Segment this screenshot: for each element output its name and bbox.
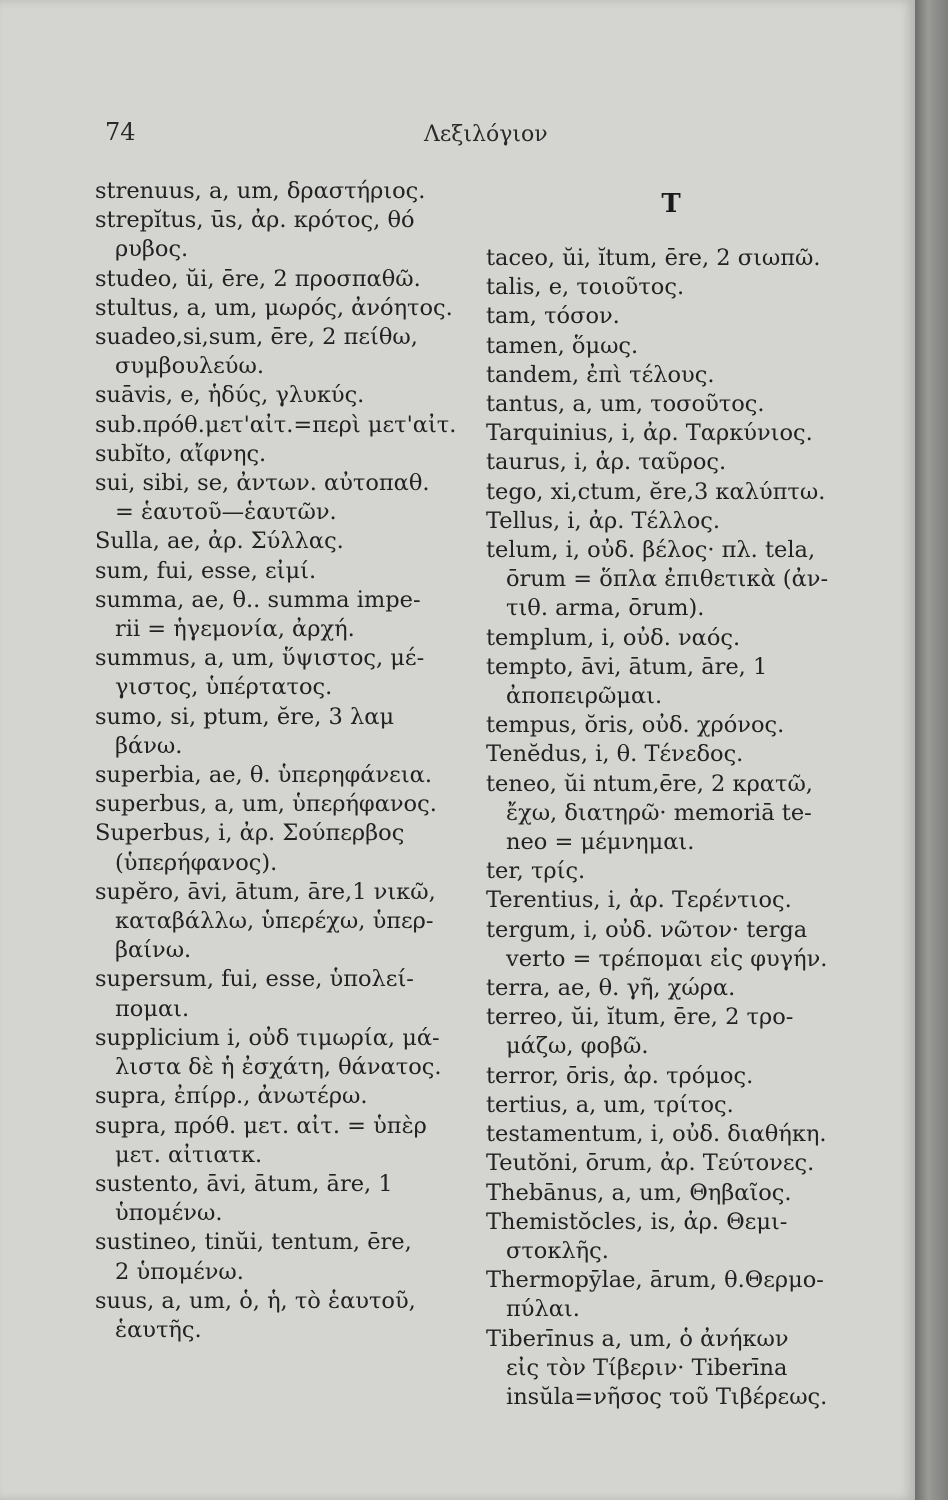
page-number: 74 [105, 118, 136, 146]
dictionary-line: ρυβος. [115, 236, 189, 263]
dictionary-line: templum, i, οὐδ. ναός. [486, 624, 741, 651]
dictionary-line: summa, ae, θ.. summa impe- [95, 586, 421, 613]
dictionary-line: superbus, a, um, ὑπερήφανος. [95, 791, 437, 818]
dictionary-line: strenuus, a, um, δραστήριος. [95, 178, 426, 204]
dictionary-line: στοκλῆς. [506, 1237, 609, 1264]
dictionary-line: (ὑπερήφανος). [115, 849, 278, 876]
dictionary-line: 2 ὑπομένω. [115, 1258, 244, 1285]
dictionary-line: insŭla=νῆσος τοῦ Τιβέρεως. [506, 1383, 828, 1410]
dictionary-line: summus, a, um, ὕψιστος, μέ- [95, 645, 425, 672]
dictionary-line: πύλαι. [506, 1296, 580, 1323]
dictionary-line: tertius, a, um, τρίτος. [486, 1091, 734, 1118]
dictionary-line: Thebānus, a, um, Θηβαῖος. [486, 1179, 792, 1206]
dictionary-line: τιθ. arma, ōrum). [506, 595, 705, 622]
page-edge [915, 0, 948, 1500]
dictionary-line: supĕro, āvi, ātum, āre,1 νικῶ, [95, 878, 436, 905]
dictionary-line: tamen, ὅμως. [486, 332, 639, 359]
dictionary-line: terror, ōris, ἀρ. τρόμος. [486, 1062, 754, 1089]
dictionary-line: = ἑαυτοῦ—ἑαυτῶν. [115, 499, 337, 526]
dictionary-line: superbia, ae, θ. ὑπερηφάνεια. [95, 762, 432, 789]
dictionary-line: ōrum = ὅπλα ἐπιθετικὰ (ἀν- [506, 566, 829, 593]
dictionary-line: sustento, āvi, ātum, āre, 1 [95, 1170, 393, 1197]
dictionary-line: suadeo,si,sum, ēre, 2 πείθω, [95, 324, 418, 351]
dictionary-line: strepĭtus, ūs, ἀρ. κρότος, θό [95, 207, 415, 234]
dictionary-line: tam, τόσον. [486, 303, 620, 330]
dictionary-line: sumo, si, ptum, ĕre, 3 λαμ [95, 703, 395, 730]
dictionary-line: telum, i, οὐδ. βέλος· πλ. tela, [486, 537, 816, 564]
page-title: Λεξιλόγιον [424, 122, 548, 147]
dictionary-line: λιστα δὲ ἡ ἐσχάτη, θάνατος. [115, 1054, 442, 1081]
dictionary-line: Themistŏcles, is, ἀρ. Θεμι- [486, 1208, 788, 1235]
dictionary-line: subĭto, αἴφνης. [95, 440, 267, 467]
dictionary-line: suus, a, um, ὁ, ἡ, τὸ ἑαυτοῦ, [95, 1287, 416, 1314]
dictionary-line: supra, ἐπίρρ., ἀνωτέρω. [95, 1083, 368, 1110]
dictionary-line: ter, τρίς. [486, 858, 586, 885]
dictionary-line: tergum, i, οὐδ. νῶτον· terga [486, 916, 808, 943]
dictionary-line: rii = ἡγεμονία, ἀρχή. [115, 616, 355, 643]
dictionary-line: terreo, ŭi, ĭtum, ēre, 2 τρο- [486, 1004, 794, 1031]
dictionary-line: sustineo, tinŭi, tentum, ēre, [95, 1229, 412, 1256]
dictionary-line: Superbus, i, ἀρ. Σούπερβος [95, 820, 405, 847]
dictionary-line: sui, sibi, se, ἀντων. αὐτοπαθ. [95, 470, 430, 497]
dictionary-line: taceo, ŭi, ĭtum, ēre, 2 σιωπῶ. [486, 245, 821, 271]
dictionary-line: talis, e, τοιοῦτος. [486, 274, 685, 301]
dictionary-line: stultus, a, um, μωρός, ἀνόητος. [95, 294, 453, 321]
dictionary-line: καταβάλλω, ὑπερέχω, ὑπερ- [115, 908, 434, 935]
dictionary-line: γιστος, ὑπέρτατος. [115, 674, 333, 701]
dictionary-line: Terentius, i, ἀρ. Τερέντιος. [486, 887, 792, 914]
dictionary-line: sub.πρόθ.μετ'αἰτ.=περὶ μετ'αἰτ. [95, 411, 457, 438]
dictionary-line: βαίνω. [115, 937, 192, 964]
letter-heading: T [661, 189, 681, 219]
dictionary-line: tantus, a, um, τοσοῦτος. [486, 391, 765, 418]
dictionary-line: ἔχω, διατηρῶ· memoriā te- [506, 799, 812, 826]
left-column [95, 177, 470, 1345]
dictionary-line: μάζω, φοβῶ. [506, 1033, 649, 1060]
dictionary-line: tandem, ἐπὶ τέλους. [486, 361, 715, 388]
dictionary-line: supplicium i, οὐδ τιμωρία, μά- [95, 1024, 440, 1051]
dictionary-line: supra, πρόθ. μετ. αἰτ. = ὑπὲρ [95, 1112, 427, 1139]
dictionary-line: teneo, ŭi ntum,ēre, 2 κρατῶ, [486, 770, 813, 797]
dictionary-line: Sulla, ae, ἀρ. Σύλλας. [95, 528, 344, 555]
dictionary-line: sum, fui, esse, εἰμί. [95, 557, 317, 584]
dictionary-line: ἀποπειρῶμαι. [506, 683, 663, 710]
dictionary-line: συμβουλεύω. [115, 353, 264, 380]
dictionary-line: testamentum, i, οὐδ. διαθήκη. [486, 1121, 827, 1148]
dictionary-line: Teutŏni, ōrum, ἀρ. Τεύτονες. [486, 1150, 815, 1177]
dictionary-line: tempto, āvi, ātum, āre, 1 [486, 653, 768, 680]
dictionary-line: Tellus, i, ἀρ. Τέλλος. [486, 507, 721, 534]
dictionary-line: terra, ae, θ. γῆ, χώρα. [486, 975, 736, 1002]
dictionary-line: ἑαυτῆς. [115, 1316, 202, 1343]
dictionary-line: Thermopȳlae, ārum, θ.Θερμο- [486, 1267, 824, 1294]
dictionary-line: taurus, i, ἀρ. ταῦρος. [486, 449, 727, 476]
dictionary-line: tego, xi,ctum, ĕre,3 καλύπτω. [486, 478, 826, 505]
dictionary-line: studeo, ŭi, ēre, 2 προσπαθῶ. [95, 265, 421, 292]
dictionary-line: neo = μέμνημαι. [506, 829, 695, 856]
dictionary-line: Tarquinius, i, ἀρ. Ταρκύνιος. [486, 420, 813, 447]
right-column [486, 184, 856, 1412]
dictionary-line: suāvis, e, ἡδύς, γλυκύς. [95, 382, 365, 409]
dictionary-line: supersum, fui, esse, ὑπολεί- [95, 966, 414, 993]
dictionary-line: μετ. αἰτιατκ. [115, 1141, 263, 1168]
dictionary-line: tempus, ŏris, οὐδ. χρόνος. [486, 712, 785, 739]
dictionary-line: ὑπομένω. [115, 1200, 223, 1227]
dictionary-line: βάνω. [115, 732, 183, 759]
dictionary-line: πομαι. [115, 995, 190, 1022]
dictionary-line: Tiberīnus a, um, ὁ ἀνήκων [486, 1325, 789, 1352]
dictionary-line: Tenĕdus, i, θ. Τένεδος. [486, 741, 744, 768]
dictionary-line: εἰς τὸν Τίβεριν· Tiberīna [506, 1354, 788, 1381]
dictionary-line: verto = τρέπομαι εἰς φυγήν. [506, 945, 828, 972]
